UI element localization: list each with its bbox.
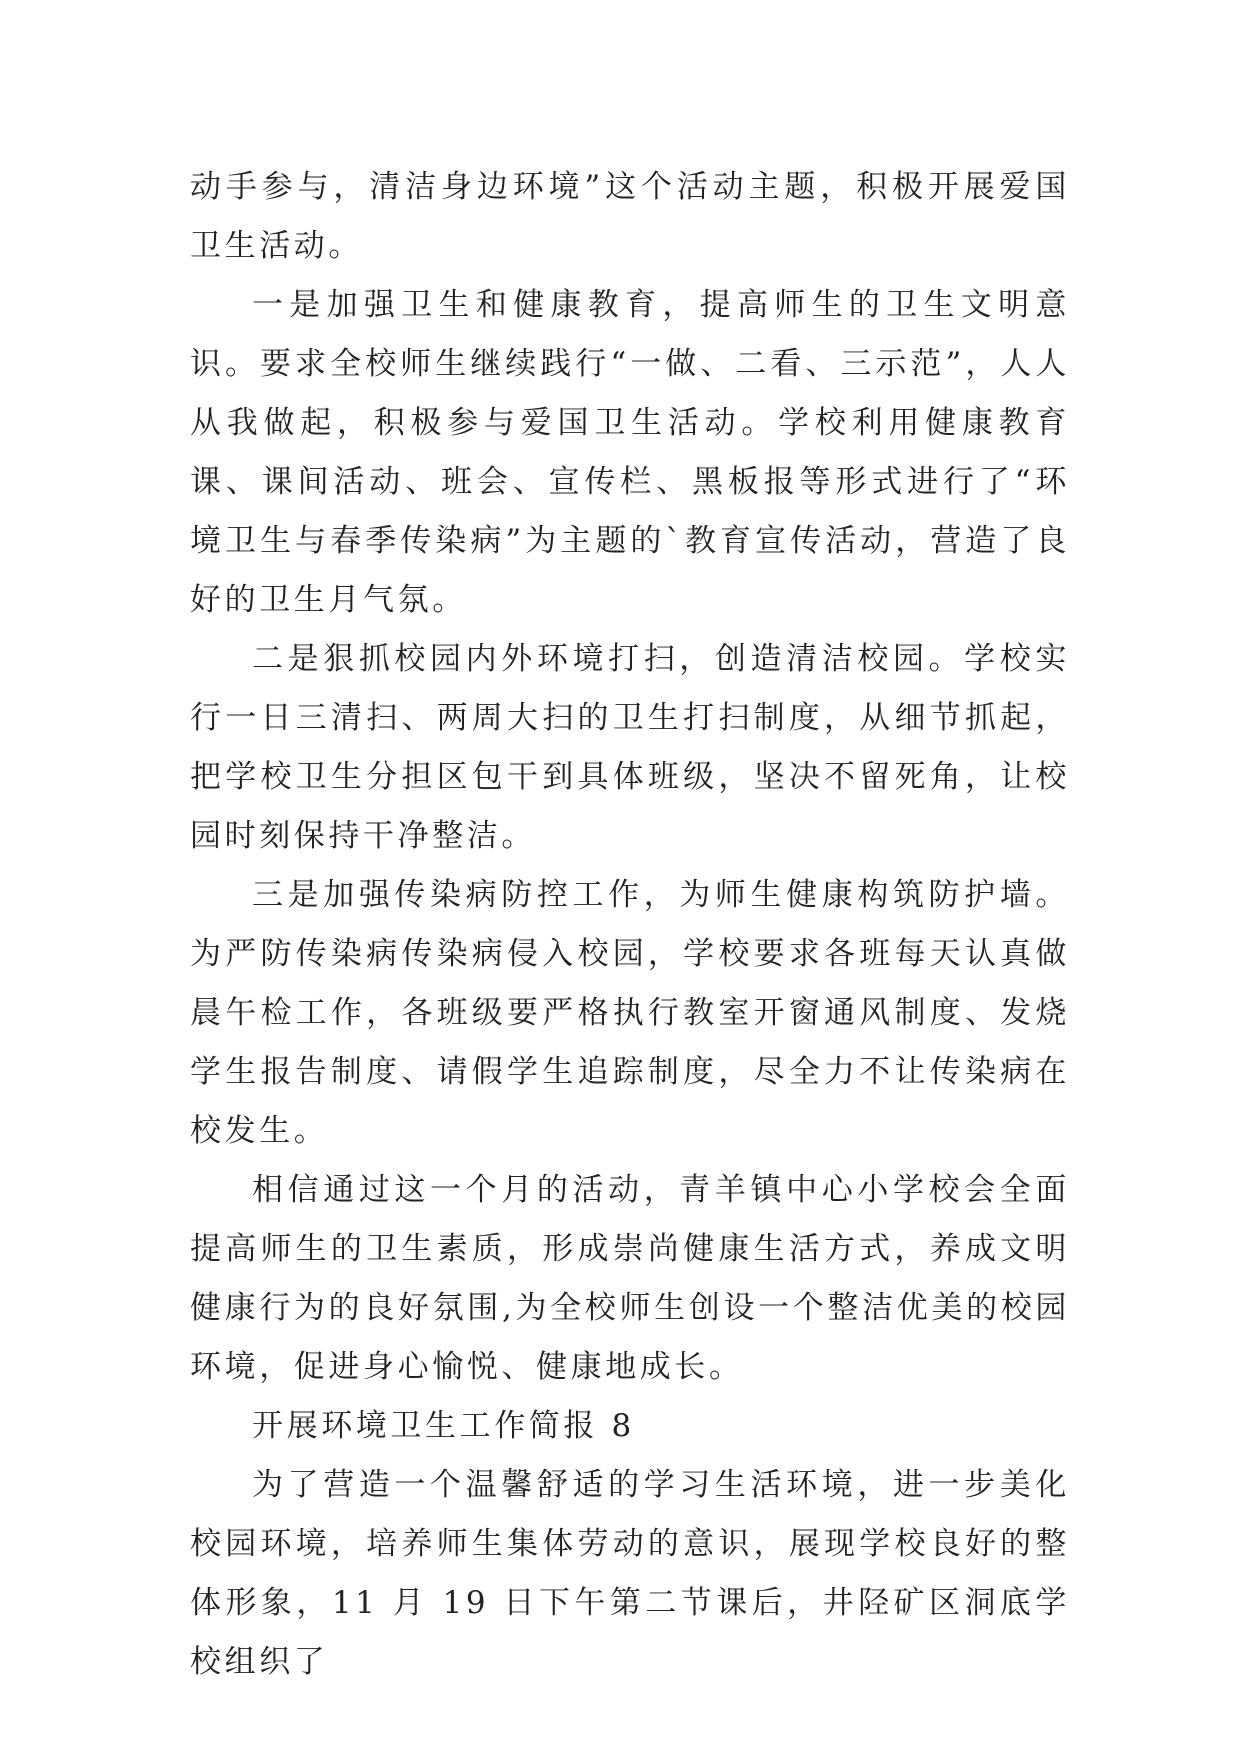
paragraph-continued: 动手参与，清洁身边环境”这个活动主题，积极开展爱国卫生活动。 [190, 169, 1070, 264]
paragraph-health-education: 一是加强卫生和健康教育，提高师生的卫生文明意识。要求全校师生继续践行“一做、二看、三示范”，人人从我做起，积极参与爱国卫生活动。学校利用健康教育课、课间活动、班会、宣传栏、黑板报等形式进行了“环境卫生与春季传染病”为主题的`教育宣传活动，营造了良好的卫生月气氛。 [190, 287, 1070, 618]
paragraph-campus-cleaning: 二是狠抓校园内外环境打扫，创造清洁校园。学校实行一日三清扫、两周大扫的卫生打扫制度，从细节抓起，把学校卫生分担区包干到具体班级，坚决不留死角，让校园时刻保持干净整洁。 [190, 641, 1070, 854]
section-heading: 开展环境卫生工作简报 8 [252, 1408, 635, 1444]
paragraph-intro-8: 为了营造一个温馨舒适的学习生活环境，进一步美化校园环境，培养师生集体劳动的意识，展现学校良好的整体形象，11 月 19 日下午第二节课后，井陉矿区洞底学校组织了 [190, 1467, 1070, 1680]
document-body [190, 158, 1070, 1692]
paragraph-disease-prevention: 三是加强传染病防控工作，为师生健康构筑防护墙。为严防传染病传染病侵入校园，学校要求各班每天认真做晨午检工作，各班级要严格执行教室开窗通风制度、发烧学生报告制度、请假学生追踪制度，尽全力不让传染病在校发生。 [190, 877, 1070, 1149]
paragraph-conclusion: 相信通过这一个月的活动，青羊镇中心小学校会全面提高师生的卫生素质，形成崇尚健康生活方式，养成文明健康行为的良好氛围,为全校师生创设一个整洁优美的校园环境，促进身心愉悦、健康地成长。 [190, 1172, 1070, 1385]
